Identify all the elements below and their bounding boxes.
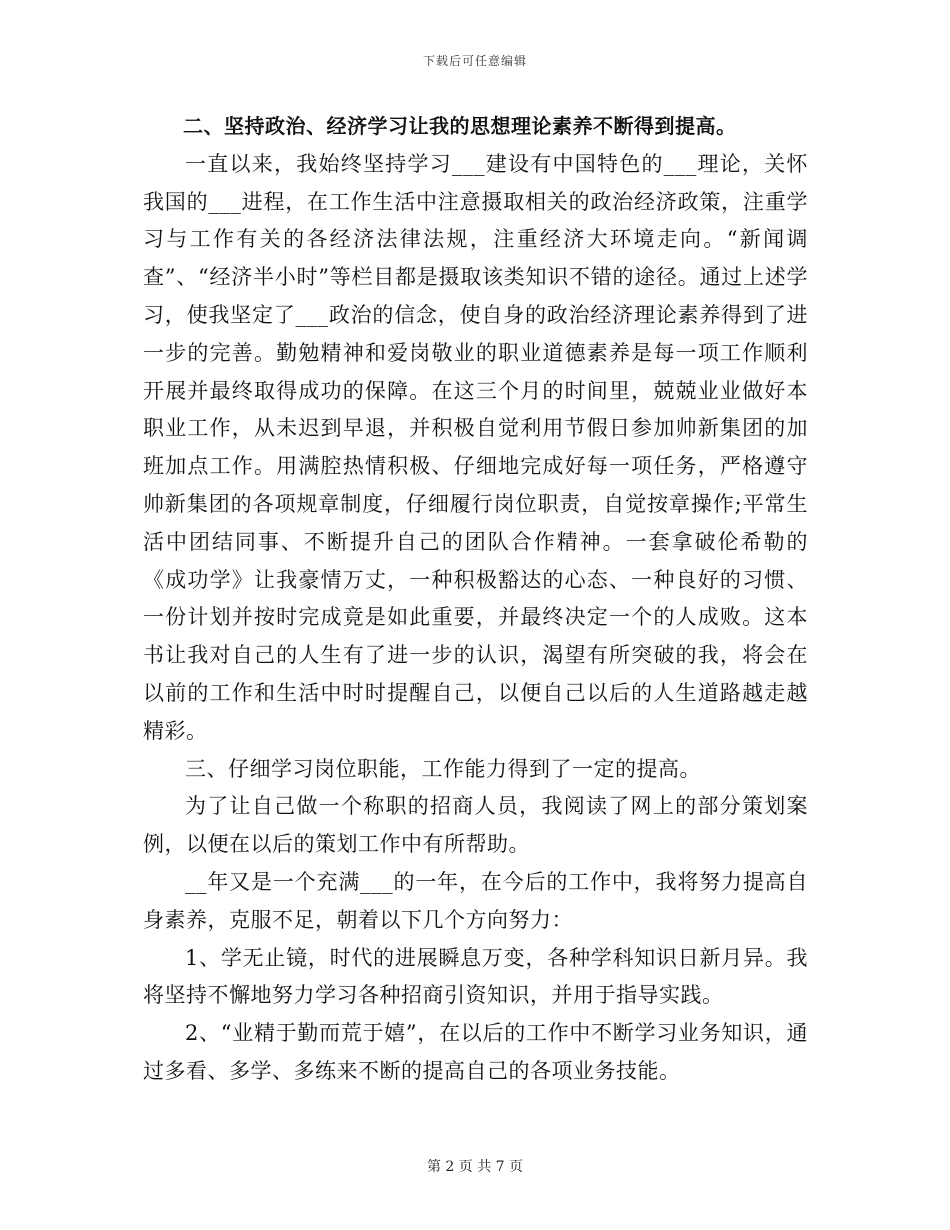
document-body (143, 108, 808, 1091)
body-paragraph: 一直以来，我始终坚持学习___建设有中国特色的___理论，关怀我国的___进程，在工作生活中注意摄取相关的政治经济政策，注重学习与工作有关的各经济法律法规，注重经济大环境走向。“新闻调查”、“经济半小时”等栏目都是摄取该类知识不错的途径。通过上述学习，使我坚定了___政治的信念，使自身的政治经济理论素养得到了进一步的完善。勤勉精神和爱岗敬业的职业道德素养是每一项工作顺利开展并最终取得成功的保障。在这三个月的时间里，兢兢业业做好本职业工作，从未迟到早退，并积极自觉利用节假日参加帅新集团的加班加点工作。用满腔热情积极、仔细地完成好每一项任务，严格遵守帅新集团的各项规章制度，仔细履行岗位职责，自觉按章操作;平常生活中团结同事、不断提升自己的团队合作精神。一套拿破伦希勒的《成功学》让我豪情万丈，一种积极豁达的心态、一种良好的习惯、一份计划并按时完成竟是如此重要，并最终决定一个的人成败。这本书让我对自己的人生有了进一步的认识，渴望有所突破的我，将会在以前的工作和生活中时时提醒自己，以便自己以后的人生道路越走越精彩。 (143, 151, 808, 743)
page-header-note: 下载后可任意编辑 (422, 54, 527, 68)
section-heading-2: 二、坚持政治、经济学习让我的思想理论素养不断得到提高。 (183, 114, 737, 138)
body-paragraph: 为了让自己做一个称职的招商人员，我阅读了网上的部分策划案例，以便在以后的策划工作中有所帮助。 (143, 794, 808, 857)
page-number: 第 2 页 共 7 页 (426, 1159, 524, 1175)
section-heading-3: 三、仔细学习岗位职能，工作能力得到了一定的提高。 (185, 756, 701, 781)
list-item: 1、学无止镜，时代的进展瞬息万变，各种学科知识日新月异。我将坚持不懈地努力学习各种招商引资知识，并用于指导实践。 (143, 945, 808, 1008)
body-paragraph: __年又是一个充满___的一年，在今后的工作中，我将努力提高自身素养，克服不足，朝着以下几个方向努力： (143, 869, 808, 932)
list-item: 2、“业精于勤而荒于嬉”，在以后的工作中不断学习业务知识，通过多看、多学、多练来不断的提高自己的各项业务技能。 (143, 1021, 808, 1083)
